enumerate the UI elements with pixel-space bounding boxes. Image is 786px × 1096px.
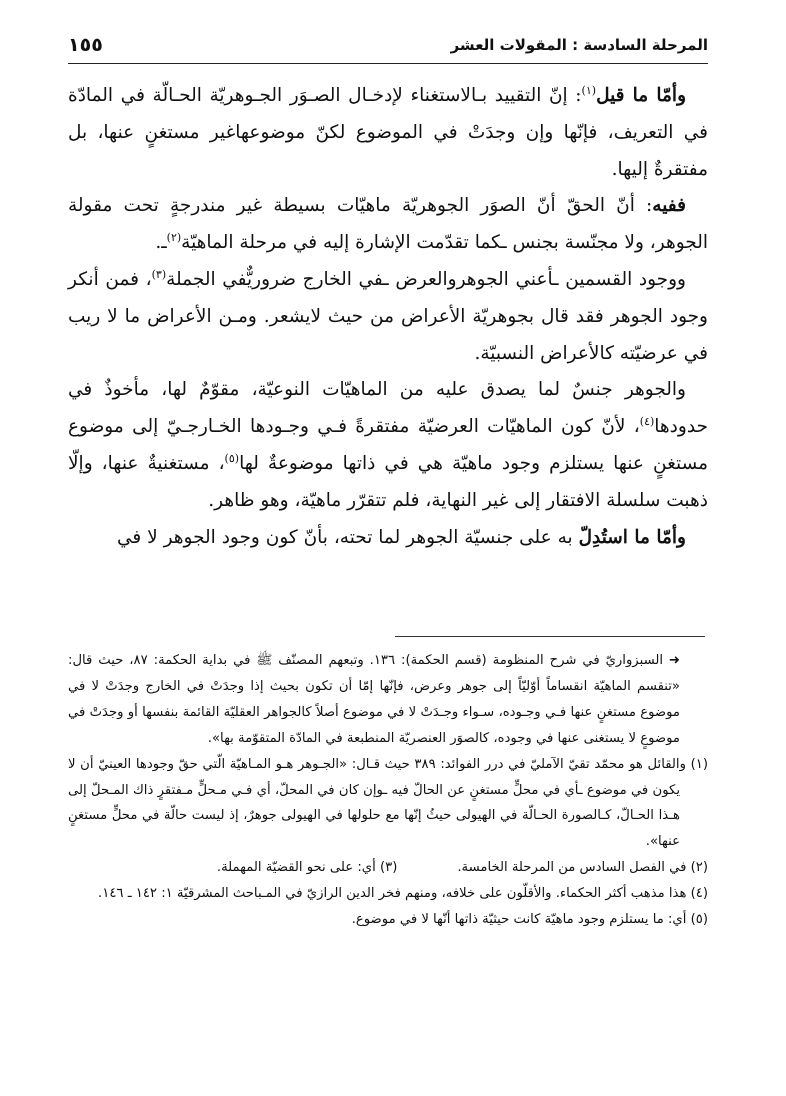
footnote-ref[interactable]: (١) xyxy=(581,83,597,97)
running-header xyxy=(68,30,708,60)
footnote-ref[interactable]: (٥) xyxy=(224,451,240,465)
footnote-3: (٣) أي: على نحو القضيّة المهملة. xyxy=(216,860,398,876)
footnote-ref[interactable]: (٤) xyxy=(639,415,655,429)
chapter-title: المرحلة السادسة : المقولات العشر xyxy=(450,36,708,54)
header-divider xyxy=(68,63,708,64)
main-text xyxy=(68,78,708,556)
footnote-ref[interactable]: (٢) xyxy=(166,231,182,245)
page-number: ١٥٥ xyxy=(68,34,103,56)
footnote-2: (٢) في الفصل السادس من المرحلة الخامسة. xyxy=(457,860,708,876)
paragraph: ووجود القسمين ـأعني الجوهروالعرض ـفي الخارج ضروريٌّفي الجملة$^{(٣)}$، فمن أنكر وجود الجوهر فقد قال بجوهريّة الأعراض من حيث لايشعر. ومـن الأعراض ما لا ريب في عرضيّته كالأعراض النسبيّة. xyxy=(68,267,708,364)
footnote-ref[interactable]: (٣) xyxy=(151,267,167,281)
footnote-divider xyxy=(395,636,705,637)
paragraph: ففيه: أنّ الحقّ أنّ الصوَر الجوهريّة ماهيّات بسيطة غير مندرجةٍ تحت مقولة الجوهر، ولا مجنّسة بجنس ـكما تقدّمت الإشارة إليه في مرحلة الماهيّة$^{(٢)}$ـ. xyxy=(68,195,708,254)
footnote-continued: ➜ السبزواريّ في شرح المنظومة (قسم الحكمة): ١٣٦. وتبعهم المصنّف ﷺ في بداية الحكمة: ٨٧، حيث قال: «تنقسم الماهيّة انقساماً أوّليّاً إلى جوهر وعرض، فإنّها إمّا أن تكون بحيث إذا وجدَتْ في الخارج وجدَتْ لا في موضوع مستغنٍ عنها فـي وجـوده، سـواء وجـدَتْ لا في موضوع أصلاً كالجواهر العقليّة القائمة بنفسها أو وجدَتْ في موضوعٍ لا يستغنى عنها في وجوده، كالصوَر العنصريّة المنطبعة في المادّة المتقوّمة بها». xyxy=(68,653,680,746)
footnote-4: (٤) هذا مذهب أكثر الحكماء. والأقلّون على خلافه، ومنهم فخر الدين الرازيّ في المـباحث المشرقيّة ١: ١٤٢ ـ ١٤٦. xyxy=(98,886,708,902)
footnote-1: (١) والقائل هو محمّد تقيّ الآمليّ في درر الفوائد: ٣٨٩ حيث قـال: «الجـوهر هـو المـاهيّة الّتي حقّ وجودها العينيّ أن لا يكون في موضوع ـأي في محلٍّ مستغنٍ عن الحالّ فيه ـوإن كان في المحلّ، أي فـي مـحلٍّ مـفتقرٍ ذاك المـحلّ إلى هـذا الحـالّ، كـالصورة الحـالّة في الهيولى حيثُ إنّها مع حلولها في الهيولى جوهرٌ، إذ ليست حالّة في محلٍّ مستغنٍ عنها». xyxy=(68,756,708,850)
paragraph: وأمّا ما استُدِلّ به على جنسيّة الجوهر لما تحته، بأنّ كون وجود الجوهر لا في xyxy=(117,526,686,548)
paragraph: والجوهر جنسٌ لما يصدق عليه من الماهيّات النوعيّة، مقوّمٌ لها، مأخوذٌ في حدودها$^{(٤)}$، لأنّ كون الماهيّات العرضيّة مفتقرةً فـي وجـودها الخـارجـيّ إلى موضوع مستغنٍ عنها يستلزم وجود ماهيّة هي في ذاتها موضوعةٌ لها$^{(٥)}$، مستغنيةٌ عنها، وإلّا ذهبت سلسلة الافتقار إلى غير النهاية، فلم تتقرّر ماهيّة، وهو ظاهر. xyxy=(68,379,709,511)
paragraph: وأمّا ما قيل$^{(١)}$: إنّ التقييد بـالاستغناء لإدخـال الصـوَر الجـوهريّة الحـالّة في المادّة في التعريف، فإنّها وإن وجدَتْ في الموضوع لكنّ موضوعهاغير مستغنٍ عنها، بل مفتقرةٌ إليها. xyxy=(68,83,708,180)
footnotes xyxy=(68,648,708,933)
footnote-5: (٥) أي: ما يستلزم وجود ماهيّة كانت حيثيّة ذاتها أنّها لا في موضوع. xyxy=(351,912,708,928)
footnote-pair xyxy=(68,855,708,881)
